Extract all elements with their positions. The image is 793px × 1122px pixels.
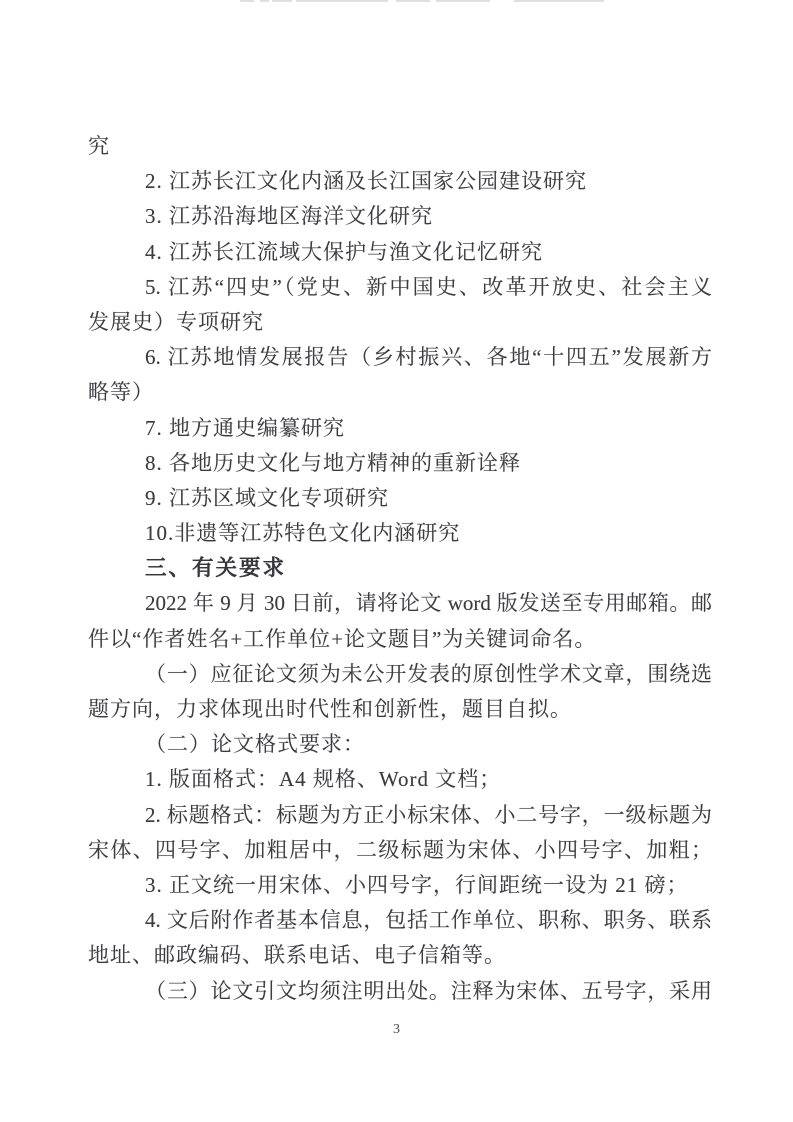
- list-item-5: 5. 江苏“四史”（党史、新中国史、改革开放史、社会主义: [145, 274, 712, 299]
- list-item-5-continuation: 发展史）专项研究: [88, 309, 264, 334]
- scan-artifact: [260, 0, 269, 2]
- list-item-9: 9. 江苏区域文化专项研究: [145, 485, 389, 510]
- scan-artifact: [240, 0, 254, 2]
- text-line-continuation: 究: [88, 134, 110, 158]
- page-number: 3: [393, 1022, 400, 1037]
- scan-artifact: [396, 0, 430, 2]
- list-item-3: 3. 江苏沿海地区海洋文化研究: [145, 204, 433, 229]
- list-item-6: 6. 江苏地情发展报告（乡村振兴、各地“十四五”发展新方: [145, 345, 712, 370]
- paragraph-requirement-2: （二）论文格式要求：: [145, 732, 365, 757]
- format-item-2-continuation: 宋体、四号字、加粗居中，二级标题为宋体、小四号字、加粗；: [88, 837, 712, 862]
- list-item-8: 8. 各地历史文化与地方精神的重新诠释: [145, 450, 521, 475]
- paragraph-requirement-3: （三）论文引文均须注明出处。注释为宋体、五号字，采用: [145, 978, 712, 1003]
- paragraph-requirement-1-continuation: 题方向，力求体现出时代性和创新性，题目自拟。: [88, 697, 572, 721]
- list-item-2: 2. 江苏长江文化内涵及长江国家公园建设研究: [145, 169, 587, 194]
- format-item-3: 3. 正文统一用宋体、小四号字，行间距统一设为 21 磅；: [145, 872, 689, 897]
- format-item-2: 2. 标题格式：标题为方正小标宋体、小二号字，一级标题为: [145, 802, 712, 827]
- scan-artifact: [296, 0, 388, 2]
- format-item-4: 4. 文后附作者基本信息，包括工作单位、职称、职务、联系: [145, 908, 712, 933]
- list-item-6-continuation: 略等）: [88, 380, 154, 405]
- text-block: [88, 129, 712, 1009]
- scan-artifact: [272, 0, 292, 2]
- scan-artifact: [436, 0, 490, 2]
- list-item-10: 10.非遗等江苏特色文化内涵研究: [145, 521, 461, 546]
- paragraph-requirement-1: （一）应征论文须为未公开发表的原创性学术文章，围绕选: [145, 661, 712, 686]
- list-item-4: 4. 江苏长江流域大保护与渔文化记忆研究: [145, 239, 543, 264]
- format-item-4-continuation: 地址、邮政编码、联系电话、电子信箱等。: [88, 943, 506, 968]
- list-item-7: 7. 地方通史编纂研究: [145, 415, 345, 440]
- section-heading-requirements: 三、有关要求: [145, 556, 287, 581]
- paragraph-deadline-continuation: 件以“作者姓名+工作单位+论文题目”为关键词命名。: [88, 626, 597, 651]
- format-item-1: 1. 版面格式：A4 规格、Word 文档；: [145, 767, 502, 792]
- scan-artifact: [514, 0, 604, 2]
- paragraph-deadline: 2022 年 9 月 30 日前，请将论文 word 版发送至专用邮箱。邮: [145, 591, 712, 616]
